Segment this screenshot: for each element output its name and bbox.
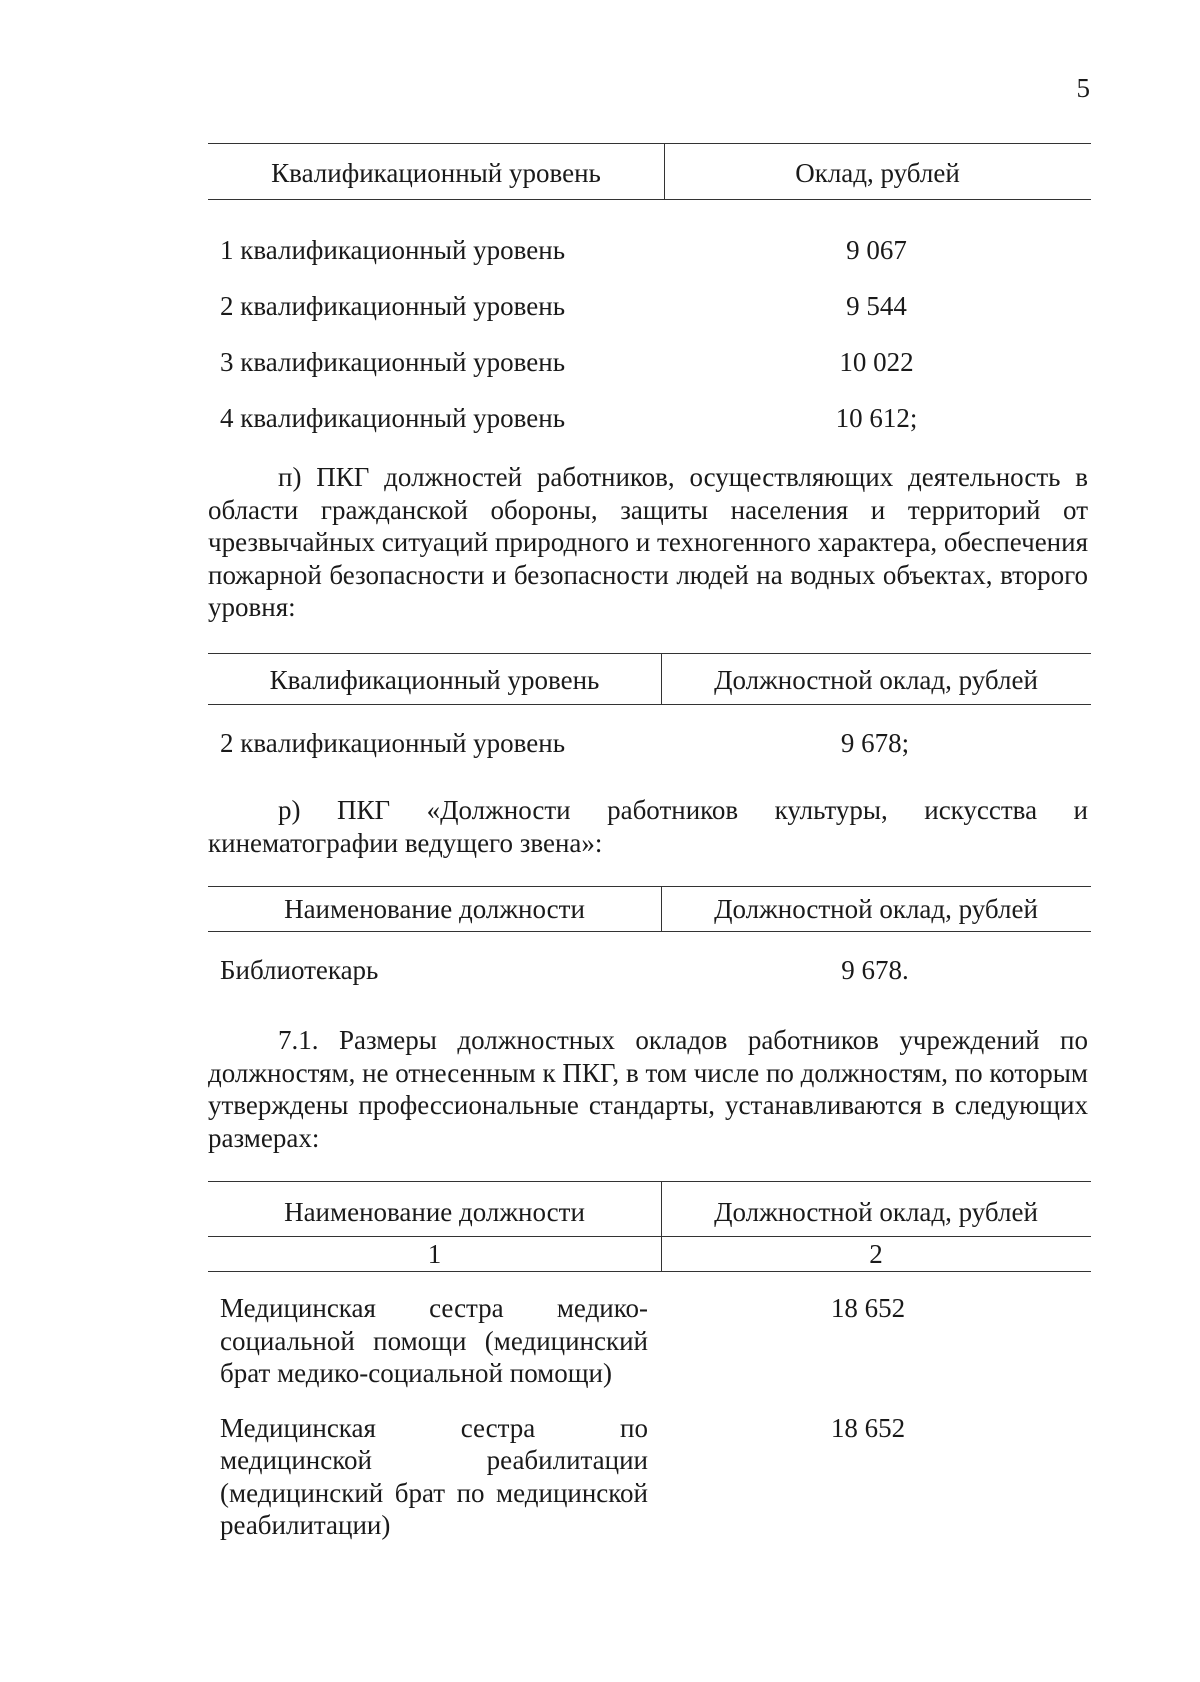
header-qualification-level: Квалификационный уровень	[208, 144, 665, 199]
row-label: 3 квалификационный уровень	[220, 347, 566, 377]
qualification-table-2	[208, 653, 1091, 759]
paragraph-7-1-text: 7.1. Размеры должностных окладов работников учреждений по должностям, не отнесенным к ПКГ, в том числе по должностям, по которым утверждены профессиональные стандарты, устанавливаются в следующих размерах:	[208, 1025, 1088, 1153]
table-header	[208, 1181, 1091, 1237]
row-label: Библиотекарь	[220, 955, 379, 985]
page-number: 5	[1076, 73, 1090, 103]
header-salary: Должностной оклад, рублей	[714, 1197, 1038, 1227]
row-value: 9 678;	[840, 728, 910, 758]
row-value: 10 022	[839, 347, 914, 377]
row-value: 9 678.	[841, 955, 909, 985]
table-header	[208, 653, 1091, 705]
table-header	[208, 886, 1091, 932]
position-table-2	[208, 1181, 1091, 1542]
row-value: 18 652	[830, 1412, 906, 1443]
table-row	[208, 234, 1091, 266]
row-value: 18 652	[830, 1293, 906, 1323]
header-qualification-level: Квалификационный уровень	[208, 654, 662, 704]
paragraph-r	[208, 794, 1088, 859]
row-label: Медицинская сестра медико-социальной помощи (медицинский брат медико-социальной помощи)	[220, 1293, 648, 1388]
row-value: 9 544	[846, 291, 907, 321]
paragraph-r-text: р) ПКГ «Должности работников культуры, искусства и кинематографии ведущего звена»:	[208, 795, 1088, 858]
header-position-name: Наименование должности	[208, 887, 662, 931]
row-value: 9 067	[846, 235, 907, 265]
paragraph-p-text: п) ПКГ должностей работников, осуществляющих деятельность в области гражданской обороны, защиты населения и территорий от чрезвычайных ситуаций природного и техногенного характера, обеспечения пожарной безопасности и безопасности людей на водных объектах, второго уровня:	[208, 462, 1088, 622]
column-number-2: 2	[869, 1239, 883, 1269]
row-label: 2 квалификационный уровень	[220, 728, 566, 758]
header-salary: Должностной оклад, рублей	[714, 894, 1038, 924]
table-row	[208, 727, 1091, 759]
row-label: 2 квалификационный уровень	[220, 291, 566, 321]
table-row	[208, 402, 1091, 434]
row-value: 10 612;	[835, 403, 918, 433]
column-number-1: 1	[208, 1237, 662, 1271]
table-row	[208, 954, 1091, 986]
row-label: Медицинская сестра по медицинской реабилитации (медицинский брат по медицинской реабилитации)	[220, 1412, 648, 1540]
table-header	[208, 143, 1091, 200]
header-salary: Оклад, рублей	[795, 158, 960, 188]
paragraph-7-1	[208, 1024, 1088, 1154]
position-table-1	[208, 886, 1091, 986]
header-salary: Должностной оклад, рублей	[714, 665, 1038, 695]
qualification-table-1	[208, 143, 1091, 434]
row-label: 1 квалификационный уровень	[220, 235, 566, 265]
column-number-row	[208, 1237, 1091, 1272]
table-row	[208, 1412, 1091, 1542]
table-row	[208, 346, 1091, 378]
row-label: 4 квалификационный уровень	[220, 403, 566, 433]
paragraph-p	[208, 461, 1088, 624]
table-row	[208, 1292, 1091, 1390]
table-row	[208, 290, 1091, 322]
header-position-name: Наименование должности	[208, 1182, 662, 1236]
